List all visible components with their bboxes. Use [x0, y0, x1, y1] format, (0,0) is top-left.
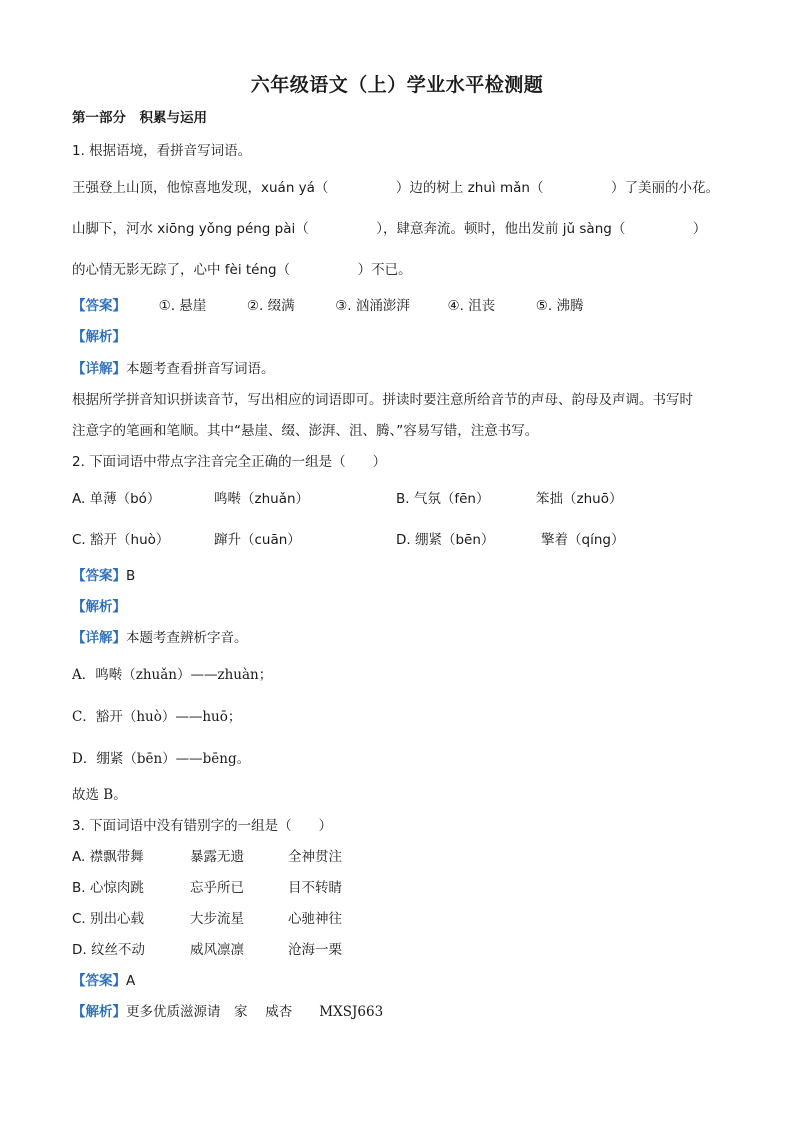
- q2-option-b-1: B. 气氛（fēn）: [396, 491, 490, 507]
- q2-option-c-1: C. 豁开（huò）: [72, 532, 170, 548]
- q3-option-d-word-2: 威风凛凛: [190, 942, 244, 958]
- q3-analysis-text: 更多优质滋源请 家 威杏 MXSJ663: [126, 1004, 384, 1020]
- q2-fix-c: C．豁开（huò）——huō；: [72, 709, 242, 725]
- q3-option-a-word-1: A. 襟飘带舞: [72, 849, 144, 865]
- q2-option-c-2: 蹿升（cuān）: [214, 532, 301, 548]
- q3-option-b-word-3: 目不转睛: [288, 880, 342, 896]
- q3-analysis-row: [72, 1003, 383, 1021]
- q3-option-c-word-2: 大步流星: [190, 911, 244, 927]
- q1-line-2: 山脚下，河水 xiōng yǒng péng pài（ ），肆意奔流。顿时，他出发前 jǔ sàng（ ）: [72, 221, 707, 237]
- q1-line-3: 的心情无影无踪了，心中 fèi téng（ ）不已。: [72, 262, 412, 278]
- analysis-tag: 【解析】: [72, 1004, 126, 1020]
- q2-fix-d: D．绷紧（bēn）——bēng。: [72, 751, 251, 767]
- q1-detail-text: 本题考查看拼音写词语。: [126, 361, 275, 377]
- answer-tag: 【答案】: [72, 973, 126, 989]
- q1-detail: [72, 360, 275, 378]
- q2-option-d-1: D. 绷紧（bēn）: [396, 532, 495, 548]
- q2-option-a-2: 鸣啭（zhuǎn）: [214, 491, 310, 507]
- q3-option-a-word-3: 全神贯注: [288, 849, 342, 865]
- q1-answer-3: ③. 汹涌澎湃: [335, 298, 410, 314]
- q3-option-a-word-2: 暴露无遗: [190, 849, 244, 865]
- q3-answer-row: [72, 972, 135, 990]
- q1-answer-2: ②. 缀满: [246, 298, 295, 314]
- q1-para-2: 注意字的笔画和笔顺。其中“悬崖、缀、澎湃、沮、腾、”容易写错，注意书写。: [72, 423, 539, 439]
- q1-answer-5: ⑤. 沸腾: [535, 298, 584, 314]
- q3-option-b-word-2: 忘乎所已: [190, 880, 244, 896]
- q1-analysis-tag: 【解析】: [72, 329, 126, 345]
- q3-option-d-word-3: 沧海一栗: [288, 942, 342, 958]
- section-heading: 第一部分 积累与运用: [72, 110, 207, 126]
- q2-answer: B: [126, 568, 136, 584]
- q1-answer-1: ①. 悬崖: [158, 298, 207, 314]
- q3-option-c-word-1: C. 别出心载: [72, 911, 145, 927]
- q2-analysis-tag: 【解析】: [72, 599, 126, 615]
- q3-option-c-word-3: 心驰神往: [288, 911, 342, 927]
- answer-tag: 【答案】: [72, 298, 126, 314]
- q1-line-1: 王强登上山顶，他惊喜地发现，xuán yá（ ）边的树上 zhuì mǎn（ ）了美丽的小花。: [72, 180, 719, 196]
- q2-answer-row: [72, 567, 135, 585]
- detail-tag: 【详解】: [72, 630, 126, 646]
- q1-para-1: 根据所学拼音知识拼读音节，写出相应的词语即可。拼读时要注意所给音节的声母、韵母及声调。书写时: [72, 392, 693, 408]
- q1-answer-4: ④. 沮丧: [447, 298, 496, 314]
- q2-detail: [72, 629, 248, 647]
- q2-detail-text: 本题考查辨析字音。: [126, 630, 248, 646]
- q2-conclusion: 故选 B。: [72, 787, 127, 803]
- q2-fix-a: A．鸣啭（zhuǎn）——zhuàn；: [72, 667, 273, 683]
- q2-option-d-2: 擎着（qíng）: [541, 532, 625, 548]
- page-title: 六年级语文（上）学业水平检测题: [250, 74, 544, 96]
- q2-option-b-2: 笨拙（zhuō）: [536, 491, 623, 507]
- q3-option-d-word-1: D. 纹丝不动: [72, 942, 145, 958]
- q3-stem: 3. 下面词语中没有错别字的一组是（ ）: [72, 818, 333, 834]
- q1-stem: 1. 根据语境，看拼音写词语。: [72, 143, 252, 159]
- q2-option-a-1: A. 单薄（bó）: [72, 491, 161, 507]
- q2-stem: 2. 下面词语中带点字注音完全正确的一组是（ ）: [72, 454, 387, 470]
- q3-answer: A: [126, 973, 136, 989]
- q3-option-b-word-1: B. 心惊肉跳: [72, 880, 144, 896]
- answer-tag: 【答案】: [72, 568, 126, 584]
- q1-answer-row: [72, 297, 583, 315]
- detail-tag: 【详解】: [72, 361, 126, 377]
